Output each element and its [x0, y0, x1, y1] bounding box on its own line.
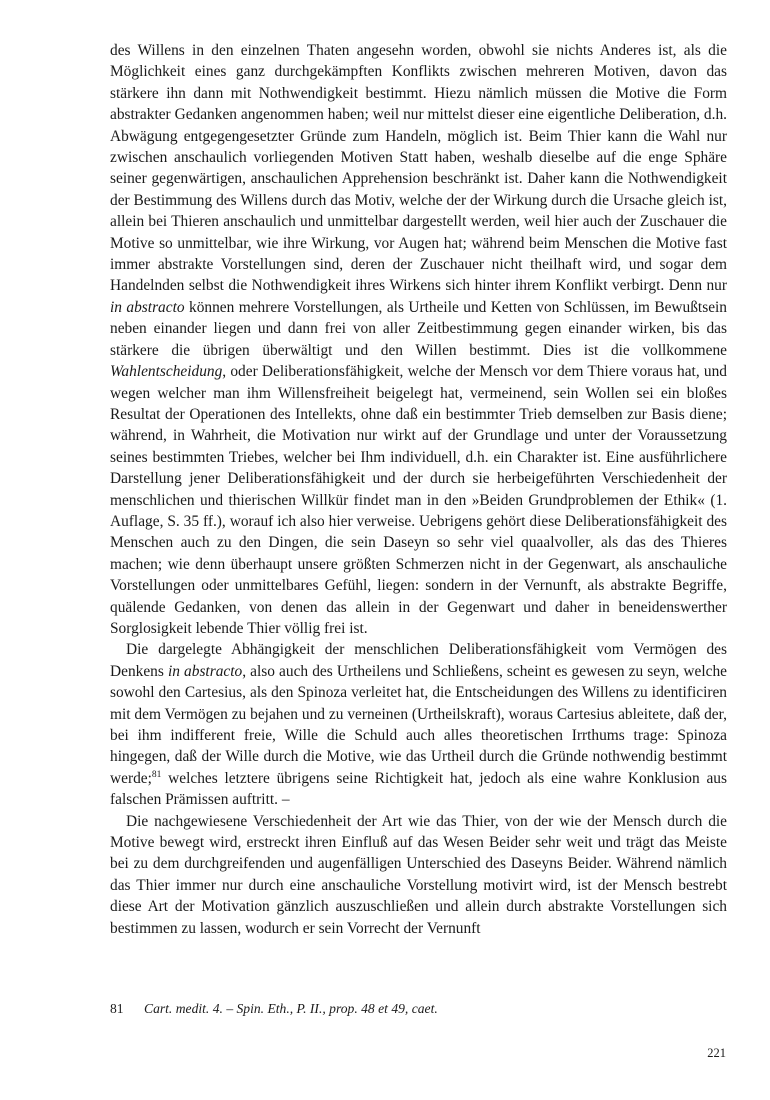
text-run: , oder Deliberationsfähigkeit, welche der Mensch vor dem Thiere voraus hat, und wegen welcher man ihm Willensfreiheit beigelegt hat, vermeinend, sein Wollen sei ein bloßes Resultat der Operationen des Intellekts, ohne daß ein bestimmter Trieb demselben zur Basis diene; während, in Wahrheit, die Motivation nur wirkt auf der Grundlage und unter der Voraussetzung seines bestimmten Triebes, welcher bei Ihm individuell, d.h. ein Charakter ist. Eine ausführlichere Darstellung jener Deliberationsfähigkeit und der durch sie herbeigeführten Verschiedenheit der menschlichen und thierischen Willkür findet man in den »Beiden Grundproblemen der Ethik« (1. Auflage, S. 35 ff.), worauf ich also hier verweise. Uebrigens gehört diese Deliberationsfähigkeit des Menschen auch zu den Dingen, die sein Daseyn so sehr viel quaalvoller, als das des Thieres machen; wie denn überhaupt unsere größten Schmerzen nicht in der Gegenwart, als anschauliche Vorstellungen oder unmittelbares Gefühl, liegen: sondern in der Vernunft, als abstrakte Begriffe, quälende Gedanken, von denen das allein in der Gegenwart und daher in beneidenswerther Sorglosigkeit lebende Thier völlig frei ist.: [110, 363, 727, 637]
italic-text: in abstracto: [110, 298, 185, 316]
page-number: 221: [707, 1046, 726, 1060]
paragraph-1: [110, 40, 727, 639]
text-run: Die nachgewiesene Verschiedenheit der Art wie das Thier, von der wie der Mensch durch die Motive bewegt wird, erstreckt ihren Einfluß auf das Wesen Beider sehr weit und trägt das Meiste bei zu dem durchgreifenden und augenfälligen Unterschied des Daseyns Beider. Während nämlich das Thier immer nur durch eine anschauliche Vorstellung motivirt wird, ist der Mensch bestrebt diese Art der Motivation gänzlich auszuschließen und allein durch abstrakte Vorstellungen sich bestimmen zu lassen, wodurch er sein Vorrecht der Vernunft: [110, 812, 727, 937]
text-run: des Willens in den einzelnen Thaten angesehn worden, obwohl sie nichts Anderes ist, als die Möglichkeit eines ganz durchgekämpften Konflikts zwischen mehreren Motiven, davon das stärkere ihn dann mit Nothwendigkeit bestimmt. Hiezu nämlich müssen die Motive die Form abstrakter Gedanken angenommen haben; weil nur mittelst dieser eine eigentliche Deliberation, d.h. Abwägung entgegengesetzter Gründe zum Handeln, möglich ist. Beim Thier kann die Wahl nur zwischen anschaulich vorliegenden Motiven Statt haben, weshalb dieselbe auf die enge Sphäre seiner gegenwärtigen, anschaulichen Apprehension beschränkt ist. Daher kann die Nothwendigkeit der Bestimmung des Willens durch das Motiv, welche der der Wirkung durch die Ursache gleich ist, allein bei Thieren anschaulich und unmittelbar dargestellt werden, weil hier auch der Zuschauer die Motive so unmittelbar, wie ihre Wirkung, vor Augen hat; während beim Menschen die Motive fast immer abstrakte Vorstellungen sind, deren der Zuschauer nicht theilhaft wird, und sogar dem Handelnden selbst die Nothwendigkeit ihres Wirkens sich hinter ihrem Konflikt verbirgt. Denn nur: [110, 42, 727, 295]
italic-text: Wahlentscheidung: [110, 363, 223, 381]
text-run: , also auch des Urtheilens und Schließens, scheint es gewesen zu seyn, welche sowohl den Cartesius, als den Spinoza verleitet hat, die Entscheidungen des Willens zu identificiren mit dem Vermögen zu bejahen und zu verneinen (Urtheilskraft), woraus Cartesius ableitete, daß der, bei ihm indifferent freie, Wille die Schuld auch alles theoretischen Irrthums trage: Spinoza hingegen, daß der Wille durch die Motive, wie das Urtheil durch die Gründe nothwendig bestimmt werde;: [110, 662, 728, 787]
text-run: welches letztere übrigens seine Richtigkeit hat, jedoch als eine wahre Konklusion aus falschen Prämissen auftritt. –: [110, 769, 727, 809]
text-run: Die dargelegte Abhängigkeit der menschlichen Deliberationsfähigkeit vom Vermögen des Denkens: [110, 641, 727, 680]
footnote-reference: 81: [151, 769, 162, 780]
paragraph-2: [110, 639, 727, 810]
page-body: [110, 40, 727, 939]
footnote-text: Cart. medit. 4. – Spin. Eth., P. II., prop. 48 et 49, caet.: [144, 1001, 438, 1016]
italic-text: in abstracto: [167, 662, 243, 680]
paragraph-3: [110, 811, 727, 939]
footnote-number: 81: [110, 1001, 124, 1016]
footnote: [110, 1001, 727, 1017]
text-run: können mehrere Vorstellungen, als Urtheile und Ketten von Schlüssen, im Bewußtsein neben einander liegen und dann frei von aller Zeitbestimmung gegen einander wirken, bis das stärkere die übrigen überwältigt und den Willen bestimmt. Dies ist die vollkommene: [110, 298, 727, 359]
